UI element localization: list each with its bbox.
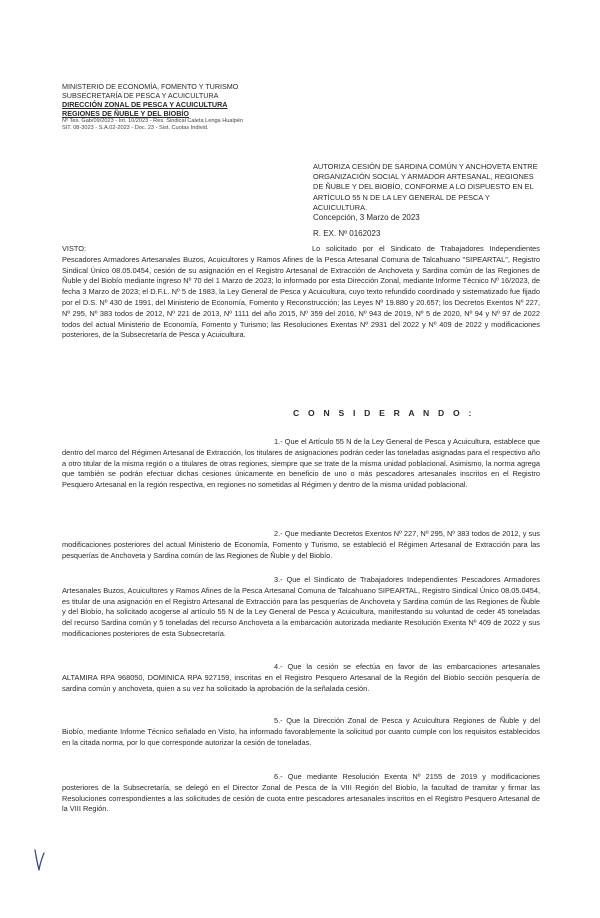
considerando-paragraph-1: 1.- Que el Artículo 55 N de la Ley General de Pesca y Acuicultura, establece que dentro del marco del Régimen Artesanal de Extracción, los titulares de asignaciones podrán ceder las toneladas asignadas para el respectivo año a otro titular de la misma región o a titulares de otras regiones, siempre que se trate de la misma unidad poblacional. Asimismo, la norma agrega que también se podrán efectuar dichas cesiones únicamente en beneficio de uno o más pescadores artesanales inscritos en el Registro Pesquero Artesanal en la región respectiva, en regiones no sometidas al Régimen y dentro de la misma unidad poblacional. — [62, 437, 540, 490]
considerando-paragraph-6: 6.- Que mediante Resolución Exenta Nº 2155 de 2019 y modificaciones posteriores de la Subsecretaría, se delegó en el Director Zonal de Pesca de la VIII Región del Biobío, la facultad de tramitar y firmar las Resoluciones correspondientes a las solicitudes de cesión de cuota entre pescadores artesanales inscritos en el Registro Pesquero Artesanal de la VIII Región. — [62, 772, 540, 814]
resolution-title: AUTORIZA CESIÓN DE SARDINA COMÚN Y ANCHOVETA ENTRE ORGANIZACIÓN SOCIAL Y ARMADOR ARTESANAL, REGIONES DE ÑUBLE Y DEL BIOBÍO, CONFORME A LO DISPUESTO EN EL ARTÍCULO 55 N DE LA LEY GENERAL DE PESCA Y ACUICULTURA. — [313, 162, 538, 212]
visto-section — [62, 244, 540, 341]
resolution-number: R. EX. Nº 0162023 — [313, 229, 381, 238]
considerando-paragraph-4: 4.- Que la cesión se efectúa en favor de las embarcaciones artesanales ALTAMIRA RPA 968050, DOMINICA RPA 927159, inscritas en el Registro Pesquero Artesanal de la Región del Biobío sección pesquería de sardina común y anchoveta, quien a su vez ha solicitado la aprobación de la señalada cesión. — [62, 662, 540, 693]
resolution-date: Concepción, 3 Marzo de 2023 — [313, 213, 420, 222]
ministry-line: MINISTERIO DE ECONOMÍA, FOMENTO Y TURISMO — [62, 82, 239, 91]
considerando-paragraph-3: 3.- Que el Sindicato de Trabajadores Independientes Pescadores Armadores Artesanales Buzos, Acuicultores y Ramos Afines de la Pesca Artesanal Comuna de Talcahuano SIPEARTAL, Registro Sindical Único 08.05.0454, es titular de una asignación en el Registro Artesanal de Extracción para las pesquerías de Anchoveta y Sardina común de las Regiones de Ñuble y del Biobío, ha solicitado acogerse al artículo 55 N de la Ley General de Pesca y Acuicultura, manifestando su voluntad de ceder 45 toneladas del recurso Sardina común y 5 toneladas del recurso Anchoveta a la embarcación autorizada mediante Resolución Exenta Nº 409 de 2022 y sus modificaciones posteriores de esta Subsecretaría. — [62, 575, 540, 638]
considerando-paragraph-5: 5.- Que la Dirección Zonal de Pesca y Acuicultura Regiones de Ñuble y del Biobío, mediante Informe Técnico señalado en Visto, ha informado favorablemente la solicitud por cuanto cumple con los requisitos establecidos en la citada norma, por lo que corresponde autorizar la cesión de toneladas. — [62, 716, 540, 747]
reference-line-2: SIT. 08-3023 - S.A.02-2023 - Doc. 23 - Sist. Cuotas Individ. — [62, 125, 209, 131]
visto-text: Lo solicitado por el Sindicato de Trabajadores Independientes Pescadores Armadores Artesanales Buzos, Acuicultores y Ramos Afines de la Pesca Artesanal Comuna de Talcahuano "SIPEARTAL", Registro Sindical Único 08.05.0454, cesión de su asignación en el Registro Artesanal de Extracción de Anchoveta y Sardina común de las Regiones de Ñuble y del Biobío mediante ingreso Nº 70 del 1 Marzo de 2023; lo informado por esta Dirección Zonal, mediante Informe Técnico Nº 16/2023, de fecha 3 Marzo de 2023; el D.F.L. Nº 5 de 1983, la Ley General de Pesca y Acuicultura, cuyo texto refundido coordinado y sistematizado fue fijado por el D.S. Nº 430 de 1991, del Ministerio de Economía, Fomento y Reconstrucción; las Leyes Nº 19.880 y 20.657; los Decretos Exentos Nº 227, Nº 295, Nº 383 todos de 2012, Nº 221 de 2013, Nº 1111 del año 2015, Nº 359 del 2016, Nº 943 de 2019, Nº 5 de 2020, Nº 94 y Nº 97 de 2022 todos del actual Ministerio de Economía, Fomento y Turismo; las Resoluciones Exentas Nº 2931 del 2022 y Nº 409 de 2022 y modificaciones posteriores, de la Subsecretaría de Pesca y Acuicultura. — [62, 244, 540, 340]
subsecretaria-line: SUBSECRETARÍA DE PESCA Y ACUICULTURA — [62, 91, 219, 100]
reference-line-1: Nº Tes. Gab/09/2023 - Int. 10/2023 - Res. Sindical Caleta Lenga Hualpén — [62, 118, 244, 124]
regiones-line: REGIONES DE ÑUBLE Y DEL BIOBÍO — [62, 109, 190, 118]
direccion-line: DIRECCIÓN ZONAL DE PESCA Y ACUICULTURA — [62, 100, 228, 109]
handwritten-mark-icon — [32, 848, 46, 872]
visto-label: VISTO: — [62, 244, 87, 253]
considerando-heading: C O N S I D E R A N D O : — [293, 408, 475, 418]
letterhead — [62, 82, 282, 132]
considerando-paragraph-2: 2.- Que mediante Decretos Exentos Nº 227, Nº 295, Nº 383 todos de 2012, y sus modificaciones posteriores del actual Ministerio de Economía, Fomento y Turismo, se estableció el Régimen Artesanal de Extracción para las pesquerías de Anchoveta y Sardina común de las Regiones de Ñuble y del Biobío. — [62, 529, 540, 560]
